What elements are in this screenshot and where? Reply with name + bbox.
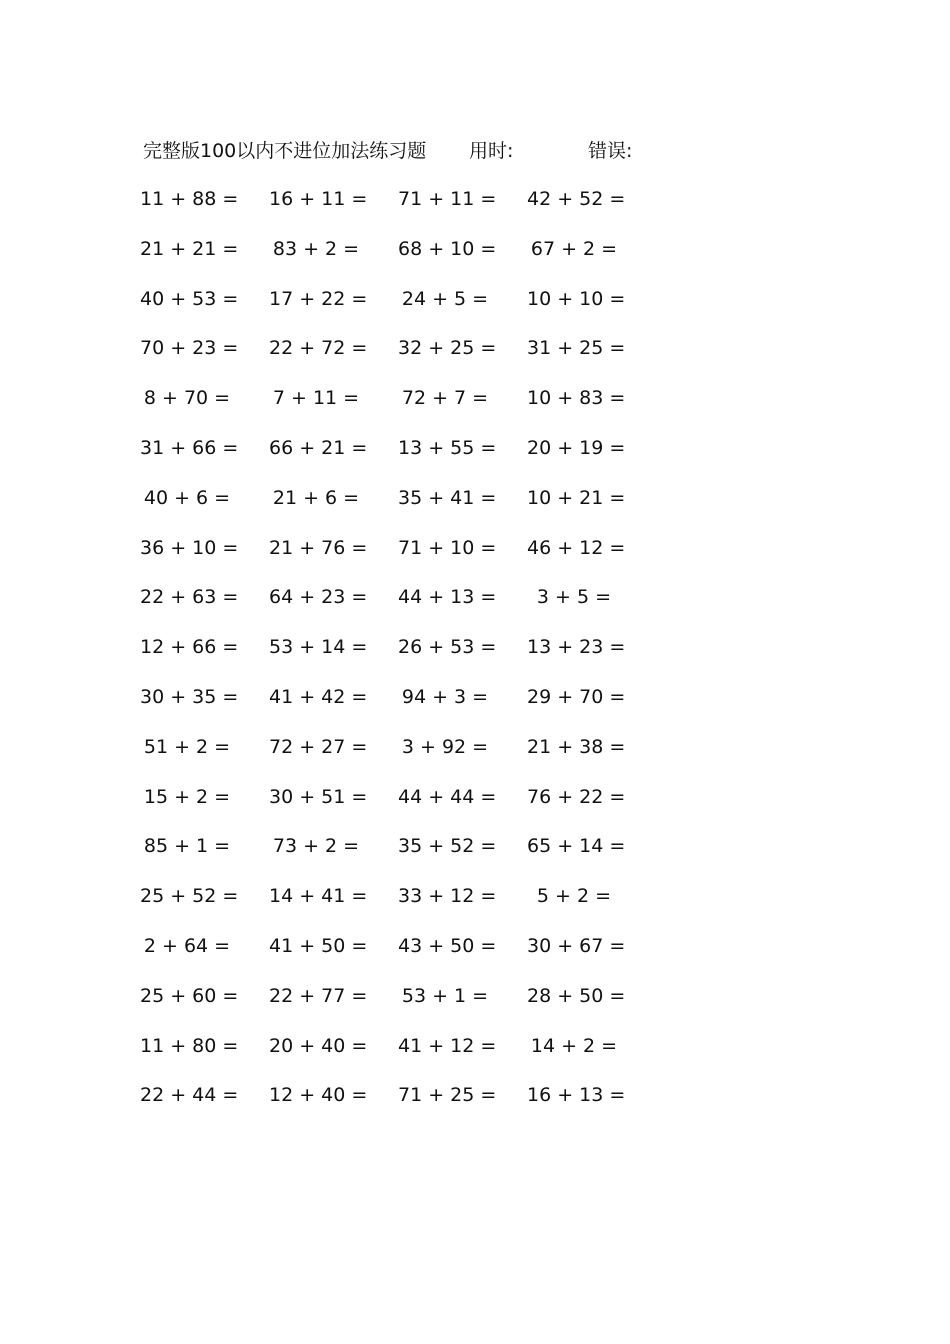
problem-item: 72 + 27 = — [269, 735, 368, 758]
problem-item: 2 + 64 = — [143, 934, 231, 957]
problem-item: 20 + 40 = — [269, 1034, 368, 1057]
problem-item: 25 + 52 = — [140, 885, 239, 908]
problem-row — [140, 1032, 640, 1082]
problem-item: 71 + 11 = — [398, 188, 497, 210]
problem-item: 21 + 38 = — [527, 735, 626, 758]
problem-item: 40 + 53 = — [140, 287, 239, 310]
problem-row — [140, 932, 640, 982]
problem-item: 5 + 2 = — [536, 885, 612, 908]
problem-row — [140, 832, 640, 882]
problem-row — [140, 583, 640, 633]
problem-item: 53 + 1 = — [401, 984, 489, 1007]
problem-item: 26 + 53 = — [398, 636, 497, 659]
problem-item: 76 + 22 = — [527, 785, 626, 808]
problem-row — [140, 633, 640, 683]
problem-item: 21 + 76 = — [269, 536, 368, 559]
problem-item: 13 + 55 = — [398, 436, 497, 459]
problem-item: 36 + 10 = — [140, 536, 239, 559]
problem-row — [140, 982, 640, 1032]
problem-item: 66 + 21 = — [269, 436, 368, 459]
problem-item: 33 + 12 = — [398, 885, 497, 908]
problem-item: 65 + 14 = — [527, 835, 626, 858]
problem-item: 21 + 6 = — [272, 486, 360, 509]
problem-row — [140, 534, 640, 584]
problem-item: 72 + 7 = — [401, 387, 489, 410]
problem-item: 64 + 23 = — [269, 586, 368, 609]
error-label: 错误: — [588, 140, 633, 162]
problem-item: 10 + 10 = — [527, 287, 626, 310]
problem-item: 85 + 1 = — [143, 835, 231, 858]
problem-item: 16 + 11 = — [269, 188, 368, 210]
problem-item: 22 + 44 = — [140, 1084, 239, 1107]
problem-row — [140, 185, 640, 235]
problem-item: 8 + 70 = — [143, 387, 231, 410]
problem-row — [140, 384, 640, 434]
problem-item: 41 + 42 = — [269, 685, 368, 708]
problem-item: 22 + 72 = — [269, 337, 368, 360]
problem-item: 3 + 5 = — [536, 586, 612, 609]
problem-item: 42 + 52 = — [527, 188, 626, 210]
problem-item: 40 + 6 = — [143, 486, 231, 509]
problem-row — [140, 683, 640, 733]
problem-item: 70 + 23 = — [140, 337, 239, 360]
problem-item: 17 + 22 = — [269, 287, 368, 310]
problem-item: 94 + 3 = — [401, 685, 489, 708]
problem-item: 68 + 10 = — [398, 237, 497, 260]
problem-item: 44 + 13 = — [398, 586, 497, 609]
problem-item: 32 + 25 = — [398, 337, 497, 360]
problem-item: 83 + 2 = — [272, 237, 360, 260]
problem-item: 41 + 50 = — [269, 934, 368, 957]
problem-item: 10 + 83 = — [527, 387, 626, 410]
problem-item: 16 + 13 = — [527, 1084, 626, 1107]
problem-item: 22 + 63 = — [140, 586, 239, 609]
problem-row — [140, 235, 640, 285]
problem-row — [140, 783, 640, 833]
problem-item: 25 + 60 = — [140, 984, 239, 1007]
worksheet-title: 完整版100以内不进位加法练习题 — [143, 140, 427, 162]
problem-item: 35 + 52 = — [398, 835, 497, 858]
problem-item: 67 + 2 = — [530, 237, 618, 260]
problem-item: 20 + 19 = — [527, 436, 626, 459]
problem-item: 11 + 80 = — [140, 1034, 239, 1057]
problem-row — [140, 733, 640, 783]
problem-row — [140, 285, 640, 335]
problem-item: 43 + 50 = — [398, 934, 497, 957]
problem-row — [140, 484, 640, 534]
problem-item: 51 + 2 = — [143, 735, 231, 758]
problem-item: 73 + 2 = — [272, 835, 360, 858]
problem-item: 35 + 41 = — [398, 486, 497, 509]
time-label: 用时: — [469, 140, 514, 162]
problem-item: 12 + 40 = — [269, 1084, 368, 1107]
problem-item: 41 + 12 = — [398, 1034, 497, 1057]
problem-item: 30 + 67 = — [527, 934, 626, 957]
problem-item: 7 + 11 = — [272, 387, 360, 410]
problem-item: 15 + 2 = — [143, 785, 231, 808]
problem-item: 21 + 21 = — [140, 237, 239, 260]
problem-grid — [140, 185, 640, 1131]
worksheet-header — [143, 137, 663, 165]
problem-item: 29 + 70 = — [527, 685, 626, 708]
problem-item: 46 + 12 = — [527, 536, 626, 559]
problem-item: 11 + 88 = — [140, 188, 239, 210]
problem-item: 31 + 66 = — [140, 436, 239, 459]
problem-item: 28 + 50 = — [527, 984, 626, 1007]
problem-item: 44 + 44 = — [398, 785, 497, 808]
problem-item: 10 + 21 = — [527, 486, 626, 509]
problem-item: 30 + 51 = — [269, 785, 368, 808]
problem-item: 71 + 10 = — [398, 536, 497, 559]
problem-item: 22 + 77 = — [269, 984, 368, 1007]
problem-item: 24 + 5 = — [401, 287, 489, 310]
problem-row — [140, 882, 640, 932]
problem-item: 71 + 25 = — [398, 1084, 497, 1107]
problem-item: 3 + 92 = — [401, 735, 489, 758]
problem-item: 14 + 2 = — [530, 1034, 618, 1057]
problem-item: 31 + 25 = — [527, 337, 626, 360]
problem-item: 14 + 41 = — [269, 885, 368, 908]
problem-row — [140, 434, 640, 484]
problem-item: 53 + 14 = — [269, 636, 368, 659]
problem-item: 12 + 66 = — [140, 636, 239, 659]
problem-item: 30 + 35 = — [140, 685, 239, 708]
problem-item: 13 + 23 = — [527, 636, 626, 659]
problem-row — [140, 334, 640, 384]
problem-row — [140, 1081, 640, 1131]
